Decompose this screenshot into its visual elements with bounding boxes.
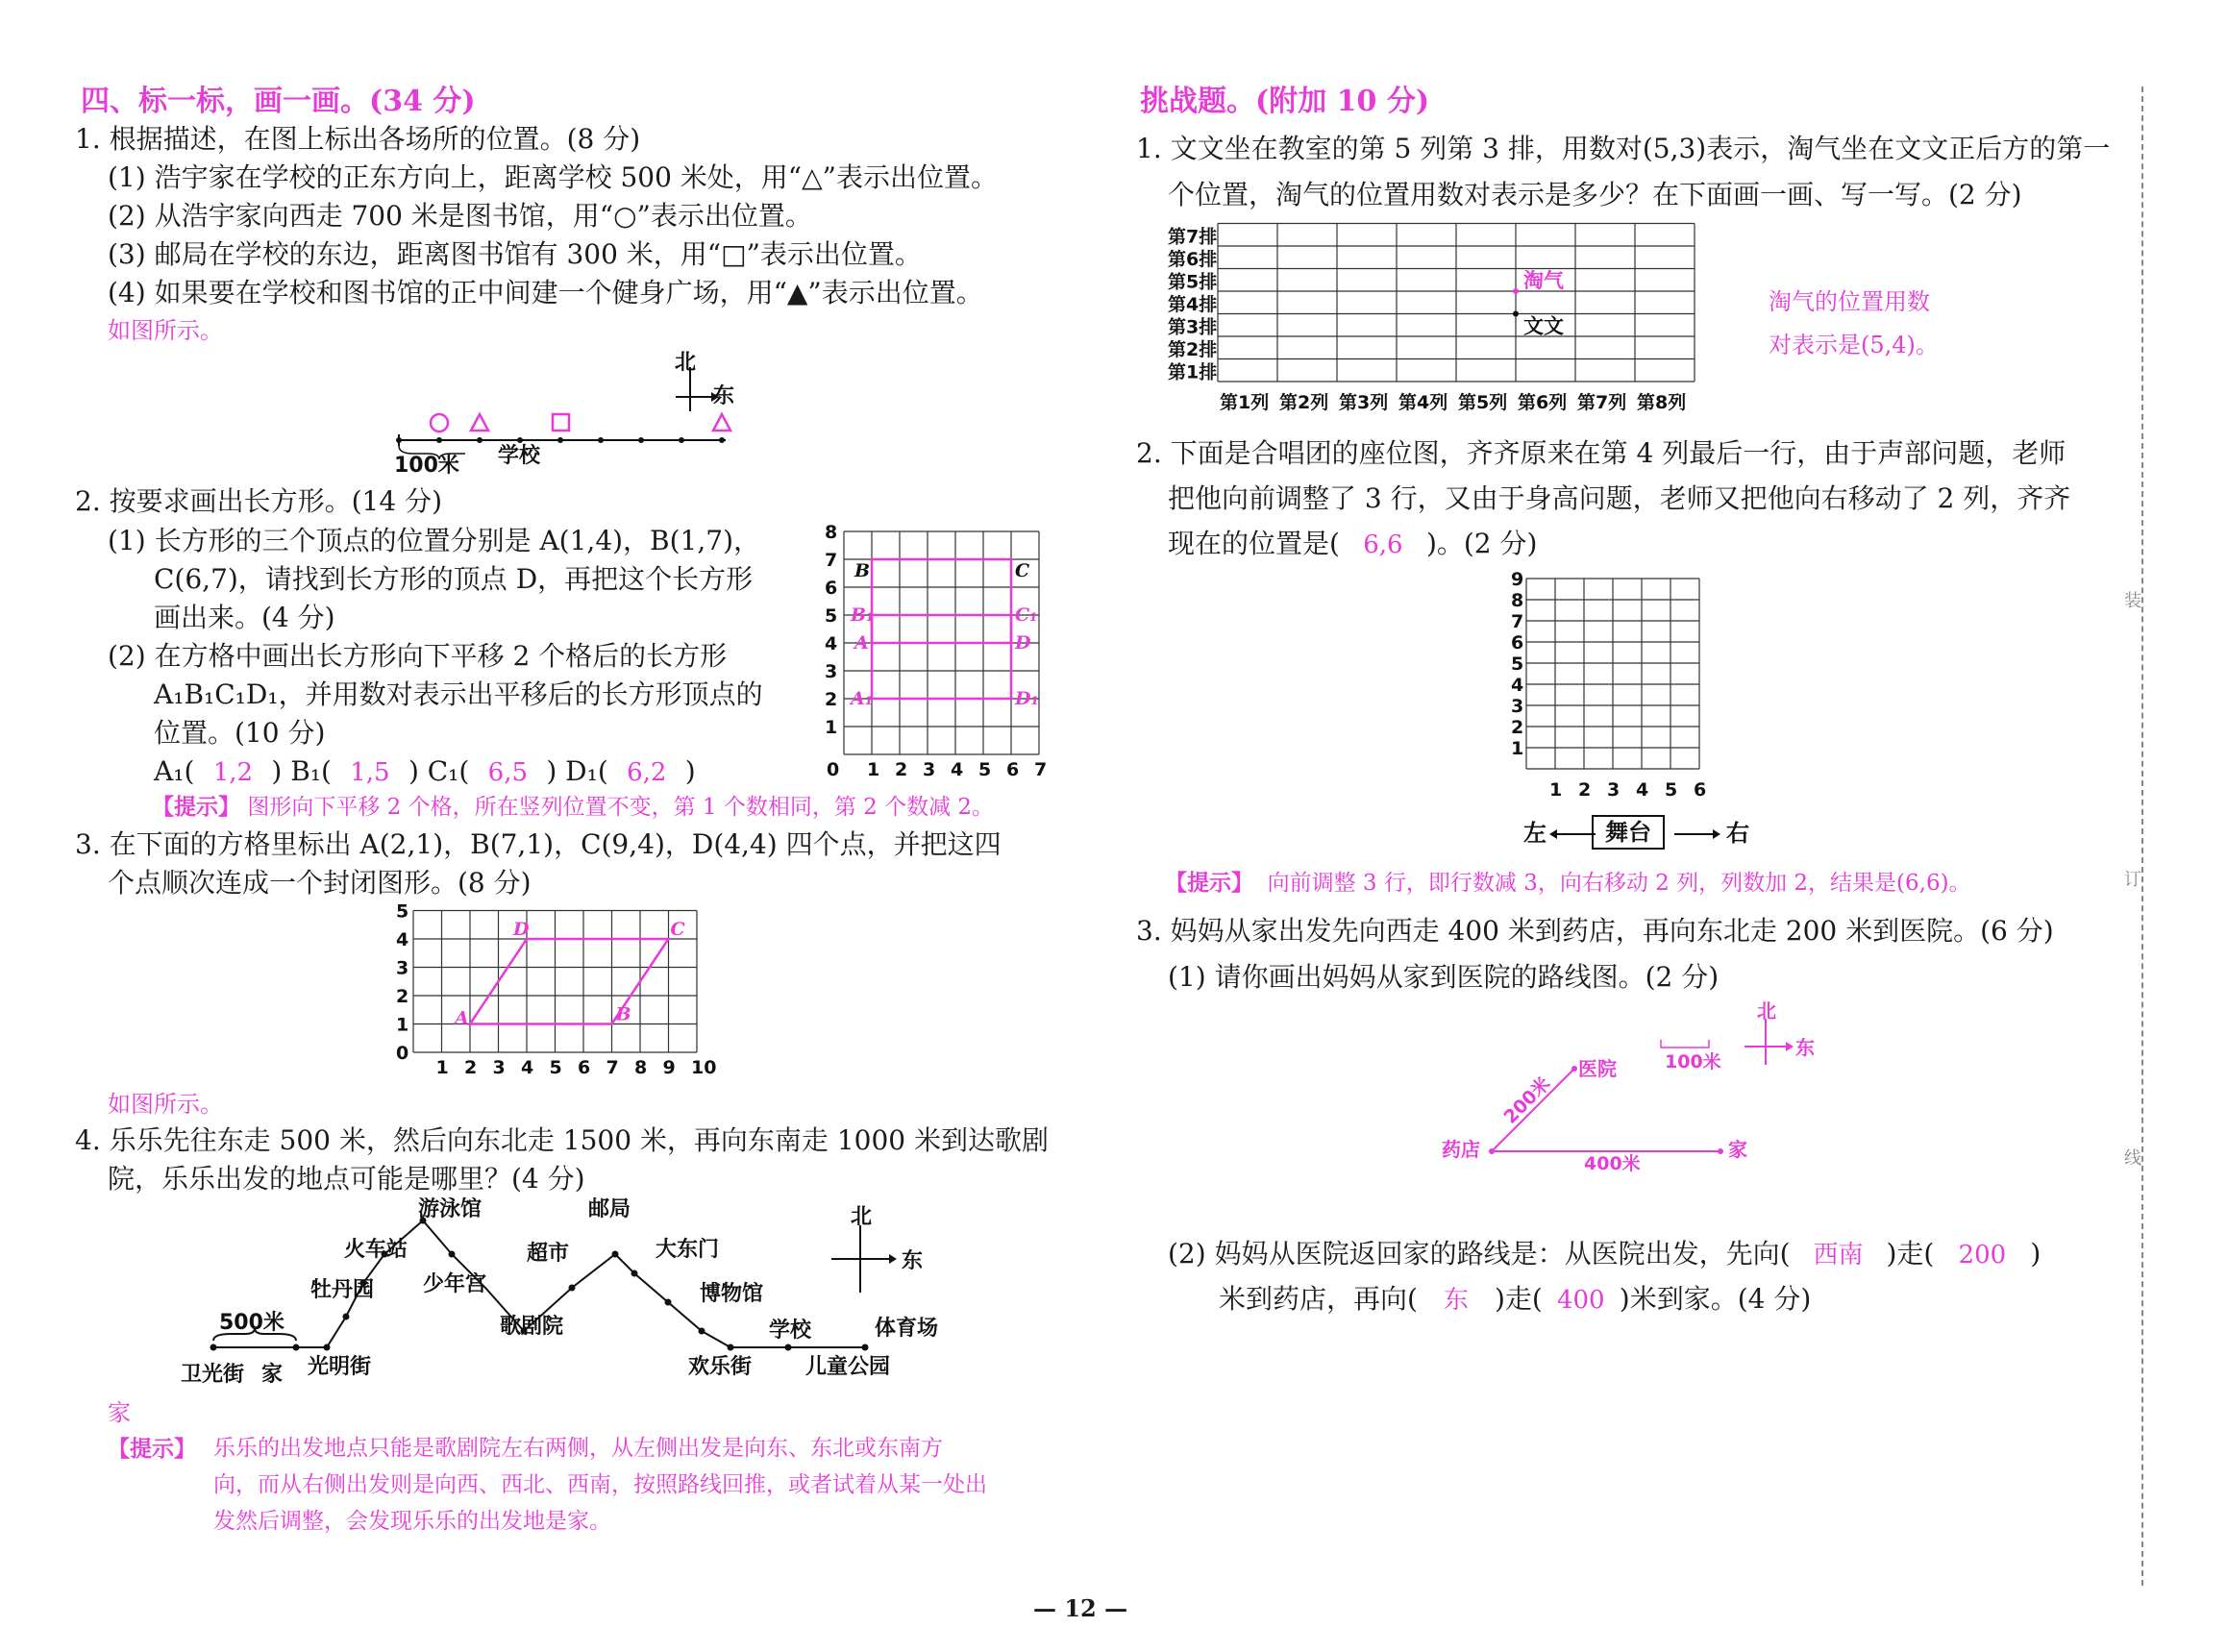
q2-p2-line1: (2) 在方格中画出长方形向下平移 2 个格后的长方形 xyxy=(108,640,728,672)
r-q2-tip-text: 向前调整 3 行，即行数减 3，向右移动 2 列，列数加 2，结果是(6,6)。 xyxy=(1267,871,1971,896)
home-label: 家 xyxy=(1728,1138,1747,1161)
r-q2-tip xyxy=(1165,870,1971,898)
q1-school-label: 学校 xyxy=(498,444,541,468)
r-q2-tip-label: 【提示】 xyxy=(1165,870,1253,896)
library-circle xyxy=(431,414,448,431)
place-post-office: 邮局 xyxy=(588,1197,631,1221)
label-B: B xyxy=(615,1003,631,1025)
q2-p1-line1: (1) 长方形的三个顶点的位置分别是 A(1,4)，B(1,7)， xyxy=(108,525,761,556)
binding-char-1: 装 xyxy=(2124,591,2141,611)
label-C: C xyxy=(1015,560,1030,581)
r-q3-p2-pre: (2) 妈妈从医院返回家的路线是：从医院出发，先向( xyxy=(1168,1238,1791,1270)
q2-tip xyxy=(152,794,994,822)
pharmacy-label: 药店 xyxy=(1442,1138,1480,1161)
label-D1: D₁ xyxy=(1015,688,1039,709)
place-home: 家 xyxy=(261,1363,284,1387)
seat-grid xyxy=(1168,223,1744,425)
col-label: 第7列 xyxy=(1577,392,1627,413)
q4-tip-line3: 发然后调整，会发现乐乐的出发地是家。 xyxy=(213,1509,611,1534)
c1-label: ) C₁( xyxy=(408,755,470,787)
page-number: — 12 — xyxy=(1033,1594,1128,1622)
place-train-station: 火车站 xyxy=(344,1238,408,1262)
x-tick-label: 2 xyxy=(464,1057,478,1078)
q1-stem: 1. 根据描述，在图上标出各场所的位置。(8 分) xyxy=(75,123,641,155)
x-tick-label: 1 xyxy=(435,1057,449,1078)
x-tick-label: 6 xyxy=(1006,759,1020,780)
q4-north-label: 北 xyxy=(851,1205,873,1229)
rect-ABCD xyxy=(872,559,1011,643)
parallelogram-ABCD xyxy=(470,939,669,1024)
home-triangle xyxy=(713,414,730,431)
r-q2-answer: 6,6 xyxy=(1363,530,1403,559)
x-tick-label: 10 xyxy=(691,1057,717,1078)
wenwen-label: 文文 xyxy=(1523,314,1564,338)
plaza-triangle xyxy=(471,414,488,431)
hospital-label: 医院 xyxy=(1578,1057,1617,1080)
x-tick-label: 9 xyxy=(662,1057,676,1078)
q2-p1-line3: 画出来。(4 分) xyxy=(154,602,335,633)
taoqi-point xyxy=(1513,288,1519,294)
q3-answer-note: 如图所示。 xyxy=(108,1091,223,1118)
q4-tip-line1: 乐乐的出发地点只能是歌剧院左右两侧，从左侧出发是向东、东北或东南方 xyxy=(213,1436,943,1461)
blanks-end: ) xyxy=(684,755,696,787)
q1-north-label: 北 xyxy=(675,351,697,375)
row-label: 第6排 xyxy=(1168,249,1218,270)
y-tick-label: 2 xyxy=(825,689,838,710)
x-tick-label: 2 xyxy=(895,759,908,780)
place-swimming-pool: 游泳馆 xyxy=(418,1197,483,1221)
q1-scale-label: 100米 xyxy=(394,454,459,478)
y-tick-label: 8 xyxy=(825,522,838,543)
col-label: 第4列 xyxy=(1398,392,1448,413)
dist1-answer: 200 xyxy=(1958,1241,2007,1270)
r-q2-stem-line1: 2. 下面是合唱团的座位图，齐齐原来在第 4 列最后一行，由于声部问题，老师 xyxy=(1136,437,2066,469)
x-tick-label: 5 xyxy=(549,1057,562,1078)
y-tick-label: 3 xyxy=(825,661,838,682)
x-tick-label: 7 xyxy=(1034,759,1048,780)
q4-answer: 家 xyxy=(108,1399,131,1426)
row-label: 第5排 xyxy=(1168,271,1218,293)
d1-answer: 6,2 xyxy=(627,758,667,787)
q4-stem-line1: 4. 乐乐先往东走 500 米，然后向东北走 1500 米，再向东南走 1000 米到达歌剧 xyxy=(75,1124,1049,1156)
x-tick-label: 5 xyxy=(978,759,992,780)
x-tick-label: 3 xyxy=(492,1057,506,1078)
q2-tip-label: 【提示】 xyxy=(152,794,240,820)
r-q1-answer-line1: 淘气的位置用数 xyxy=(1769,288,1930,315)
r-q3-p2-line2 xyxy=(1219,1283,1811,1316)
rect-A1B1C1D1 xyxy=(872,615,1011,699)
r-q3-p1: (1) 请你画出妈妈从家到医院的路线图。(2 分) xyxy=(1168,961,1720,993)
q4-scale-label: 500米 xyxy=(219,1311,285,1335)
choir-grid xyxy=(1499,569,1749,802)
x-tick-label: 4 xyxy=(951,759,964,780)
x-tick-label: 1 xyxy=(867,759,880,780)
binding-char-3: 线 xyxy=(2124,1148,2141,1169)
a1-label: A₁( xyxy=(154,755,195,787)
y-tick-label: 2 xyxy=(1511,717,1524,738)
x-tick-label: 5 xyxy=(1665,779,1678,801)
r-q3-p2-line1 xyxy=(1168,1238,2041,1270)
place-peony-garden: 牡丹园 xyxy=(310,1278,375,1302)
b1-label: ) B₁( xyxy=(271,755,332,787)
r-q2-line3 xyxy=(1168,528,1537,560)
col-label: 第2列 xyxy=(1279,392,1329,413)
y-tick-label: 2 xyxy=(396,986,409,1007)
q2-blanks-row xyxy=(154,755,696,788)
q4-stem-line2: 院，乐乐出发的地点可能是哪里？(4 分) xyxy=(108,1163,585,1195)
q2-p1-line2: C(6,7)，请找到长方形的顶点 D，再把这个长方形 xyxy=(154,563,754,595)
place-guangming-street: 光明街 xyxy=(308,1355,372,1379)
q2-p2-line2: A₁B₁C₁D₁，并用数对表示出平移后的长方形顶点的 xyxy=(154,678,763,710)
y-tick-label: 4 xyxy=(825,633,838,654)
a1-answer: 1,2 xyxy=(212,758,254,787)
q1-east-label: 东 xyxy=(713,384,735,408)
q2-p2-line3: 位置。(10 分) xyxy=(154,717,326,749)
r-q3-mid1: )走( xyxy=(1886,1238,1935,1270)
post-office-square xyxy=(553,414,569,431)
label-C1: C₁ xyxy=(1015,604,1038,626)
q4-tip-label: 【提示】 xyxy=(108,1436,196,1462)
place-east-gate: 大东门 xyxy=(656,1238,720,1262)
left-label: 左 xyxy=(1523,820,1547,847)
dir1-answer: 西南 xyxy=(1813,1241,1864,1270)
dist-200-label: 200米 xyxy=(1499,1073,1555,1128)
y-tick-label: 5 xyxy=(825,605,838,627)
place-school: 学校 xyxy=(769,1319,812,1343)
r-q3-end1: ) xyxy=(2030,1238,2041,1270)
binding-char-2: 订 xyxy=(2124,870,2141,890)
r-q2-stem-line2: 把他向前调整了 3 行，又由于身高问题，老师又把他向右移动了 2 列，齐齐 xyxy=(1168,482,2071,514)
q4-tip-line2: 向，而从右侧出发则是向西、西北、西南，按照路线回推，或者试着从某一处出 xyxy=(213,1472,987,1497)
place-stadium: 体育场 xyxy=(875,1317,939,1341)
place-huanle-street: 欢乐街 xyxy=(688,1355,753,1379)
dir2-answer: 东 xyxy=(1443,1286,1469,1315)
y-tick-label: 1 xyxy=(1511,738,1524,759)
y-tick-label: 4 xyxy=(396,929,409,950)
r-q3-east-label: 东 xyxy=(1795,1036,1815,1059)
label-C: C xyxy=(670,919,685,940)
y-tick-label: 9 xyxy=(1511,569,1524,590)
r-q3-scale-label: 100米 xyxy=(1665,1051,1721,1073)
x-tick-label: 4 xyxy=(1636,779,1649,801)
r-q3-stem: 3. 妈妈从家出发先向西走 400 米到药店，再向东北走 200 米到医院。(6 分) xyxy=(1136,915,2054,947)
col-label: 第8列 xyxy=(1637,392,1687,413)
y-tick-label: 7 xyxy=(1511,611,1524,632)
label-D: D xyxy=(1015,632,1031,653)
x-tick-label: 1 xyxy=(1549,779,1563,801)
label-D: D xyxy=(513,919,530,940)
q3-stem-line2: 个点顺次连成一个封闭图形。(8 分) xyxy=(108,867,532,899)
place-opera-house: 歌剧院 xyxy=(500,1315,564,1339)
y-tick-label: 7 xyxy=(825,550,838,571)
dist2-answer: 400 xyxy=(1556,1286,1605,1315)
y-tick-label: 4 xyxy=(1511,675,1524,696)
wenwen-point xyxy=(1513,311,1519,317)
col-label: 第6列 xyxy=(1518,392,1568,413)
x-tick-label: 3 xyxy=(923,759,936,780)
place-supermarket: 超市 xyxy=(527,1242,570,1266)
y-tick-label: 6 xyxy=(825,578,838,599)
r-q2-line3-pre: 现在的位置是( xyxy=(1168,528,1340,559)
r-q1-answer-line2: 对表示是(5,4)。 xyxy=(1769,332,1939,358)
stage-box: 舞台 xyxy=(1592,815,1665,850)
r-q1-stem-line2: 个位置，淘气的位置用数对表示是多少？在下面画一画、写一写。(2 分) xyxy=(1168,179,2022,210)
y-tick-label: 3 xyxy=(396,957,409,979)
r-q1-stem-line1: 1. 文文坐在教室的第 5 列第 3 排，用数对(5,3)表示，淘气坐在文文正后方的第一 xyxy=(1136,133,2111,164)
q1-item-4: (4) 如果要在学校和图书馆的正中间建一个健身广场，用“▲”表示出位置。 xyxy=(108,277,983,308)
col-label: 第3列 xyxy=(1339,392,1389,413)
r-q3-north-label: 北 xyxy=(1757,999,1776,1023)
q1-answer-note: 如图所示。 xyxy=(108,317,223,344)
row-label: 第4排 xyxy=(1168,294,1218,315)
b1-answer: 1,5 xyxy=(350,758,390,787)
r-q3-end2: )米到家。(4 分) xyxy=(1619,1283,1812,1315)
x-tick-label: 0 xyxy=(827,759,840,780)
section-title-challenge: 挑战题。(附加 10 分) xyxy=(1140,85,1430,118)
label-A: A xyxy=(455,1007,469,1029)
q1-item-1: (1) 浩宇家在学校的正东方向上，距离学校 500 米处，用“△”表示出位置。 xyxy=(108,161,998,193)
row-label: 第3排 xyxy=(1168,316,1218,338)
col-label: 第1列 xyxy=(1220,392,1270,413)
r-q3-l2-pre: 米到药店，再向( xyxy=(1219,1283,1418,1315)
x-tick-label: 7 xyxy=(606,1057,619,1078)
x-tick-label: 4 xyxy=(521,1057,534,1078)
y-tick-label: 1 xyxy=(396,1014,409,1036)
label-B: B xyxy=(854,560,871,581)
y-tick-label: 1 xyxy=(825,717,838,738)
q2-grid xyxy=(815,522,1048,783)
binding-line xyxy=(2141,86,2143,1586)
q3-stem-line1: 3. 在下面的方格里标出 A(2,1)，B(7,1)，C(9,4)，D(4,4) 四个点，并把这四 xyxy=(75,828,1002,860)
x-tick-label: 3 xyxy=(1607,779,1621,801)
r-q2-line3-post: )。(2 分) xyxy=(1425,528,1538,559)
place-weiguang-street: 卫光街 xyxy=(181,1363,245,1387)
taoqi-label: 淘气 xyxy=(1523,269,1564,292)
row-label: 第7排 xyxy=(1168,226,1218,248)
dist-400-label: 400米 xyxy=(1584,1153,1641,1174)
y-tick-label: 8 xyxy=(1511,590,1524,611)
x-tick-label: 8 xyxy=(634,1057,648,1078)
row-label: 第1排 xyxy=(1168,361,1218,383)
x-tick-label: 6 xyxy=(1694,779,1707,801)
q4-east-label: 东 xyxy=(902,1249,924,1273)
y-tick-label: 0 xyxy=(396,1043,409,1064)
place-children-park: 儿童公园 xyxy=(805,1355,891,1379)
section-title-4: 四、标一标，画一画。(34 分) xyxy=(81,85,476,118)
y-tick-label: 5 xyxy=(1511,653,1524,675)
q2-stem: 2. 按要求画出长方形。(14 分) xyxy=(75,485,442,517)
label-A1: A₁ xyxy=(851,688,874,709)
c1-answer: 6,5 xyxy=(487,758,529,787)
x-tick-label: 2 xyxy=(1578,779,1592,801)
label-B1: B₁ xyxy=(851,604,875,626)
q1-item-2: (2) 从浩宇家向西走 700 米是图书馆，用“○”表示出位置。 xyxy=(108,200,812,232)
r-q3-mid2: )走( xyxy=(1494,1283,1543,1315)
row-label: 第2排 xyxy=(1168,339,1218,360)
col-label: 第5列 xyxy=(1458,392,1508,413)
right-label: 右 xyxy=(1726,820,1749,847)
q2-tip-text: 图形向下平移 2 个格，所在竖列位置不变，第 1 个数相同，第 2 个数减 2。 xyxy=(247,795,995,820)
q1-item-3: (3) 邮局在学校的东边，距离图书馆有 300 米，用“□”表示出位置。 xyxy=(108,238,922,270)
place-museum: 博物馆 xyxy=(700,1282,764,1306)
label-A: A xyxy=(854,632,869,653)
d1-label: ) D₁( xyxy=(546,755,608,787)
left-arrow xyxy=(1549,826,1597,842)
y-tick-label: 5 xyxy=(396,900,409,923)
y-tick-label: 6 xyxy=(1511,632,1524,653)
place-youth-palace: 少年宫 xyxy=(423,1272,487,1296)
right-arrow xyxy=(1674,826,1722,842)
q3-grid xyxy=(392,900,719,1081)
x-tick-label: 6 xyxy=(578,1057,591,1078)
y-tick-label: 3 xyxy=(1511,696,1524,717)
